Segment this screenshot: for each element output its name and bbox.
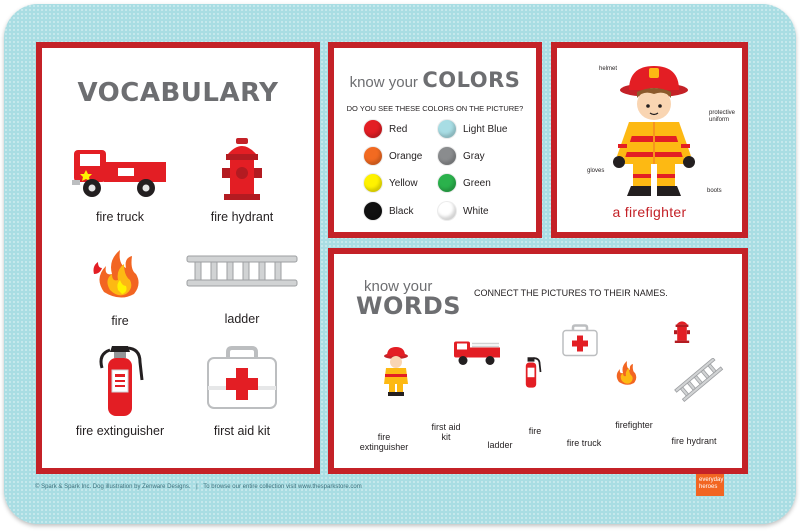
red-swatch-dot (364, 120, 382, 138)
fire-hydrant-small-icon (670, 308, 694, 354)
ladder-icon (185, 252, 299, 292)
word-fire: fire (528, 426, 542, 436)
swatch-label: White (463, 205, 489, 217)
swatch-label: Red (389, 123, 408, 135)
swatch-orange (364, 147, 422, 165)
swatch-label: Yellow (389, 177, 418, 189)
swatch-red (364, 120, 407, 138)
fire-icon (90, 244, 150, 304)
swatch-label: Black (389, 205, 414, 217)
vocab-label-ladder: ladder (224, 312, 260, 326)
words-instruction: CONNECT THE PICTURES TO THEIR NAMES. (474, 288, 668, 298)
vocabulary-title: VOCABULARY (77, 78, 279, 108)
colors-title-small: know your (349, 74, 418, 91)
word-firefighter: firefighter (615, 420, 653, 430)
vocab-item-fire-hydrant (182, 136, 302, 236)
word-fire-extinguisher: fire extinguisher (359, 432, 409, 452)
firefighter-small-icon (378, 346, 414, 398)
green-swatch-dot (438, 174, 456, 192)
black-swatch-dot (364, 202, 382, 220)
swatch-label: Light Blue (463, 123, 508, 135)
footer-separator: | (196, 484, 198, 490)
word-fire-hydrant: fire hydrant (671, 436, 717, 446)
fire-small-icon (612, 358, 642, 388)
white-swatch-dot (438, 202, 456, 220)
firefighter-illustration (599, 60, 709, 200)
swatch-black (364, 202, 413, 220)
colors-panel (328, 42, 542, 238)
swatch-label: Orange (389, 150, 423, 162)
vocab-label-fire: fire (111, 314, 129, 328)
word-fire-truck: fire truck (566, 438, 602, 448)
gloves-label: gloves (587, 168, 605, 174)
vocab-label-fire-hydrant: fire hydrant (210, 210, 274, 224)
swatch-green (438, 174, 491, 192)
colors-title (334, 68, 536, 92)
firefighter-panel (551, 42, 748, 238)
uniform-label: protective uniform (709, 110, 736, 123)
first-aid-kit-small-icon (560, 324, 600, 358)
swatch-gray (438, 147, 485, 165)
word-ladder: ladder (487, 440, 513, 450)
swatch-white (438, 202, 489, 220)
fire-extinguisher-small-icon (518, 350, 544, 394)
swatch-yellow (364, 174, 418, 192)
boots-label: boots (707, 188, 722, 194)
firefighter-caption: a firefighter (612, 204, 687, 220)
orange-swatch-dot (364, 147, 382, 165)
vocab-item-fire-extinguisher (60, 340, 180, 450)
vocab-label-fire-extinguisher: fire extinguisher (75, 424, 165, 438)
colors-title-large: COLORS (422, 68, 521, 92)
light-blue-swatch-dot (438, 120, 456, 138)
ladder-small-icon (674, 358, 724, 402)
word-first-aid-kit: first aid kit (431, 422, 461, 442)
vocabulary-panel (36, 42, 320, 474)
swatch-label: Gray (463, 150, 485, 162)
gray-swatch-dot (438, 147, 456, 165)
helmet-label: helmet (599, 66, 618, 72)
vocab-item-fire-truck (60, 140, 180, 240)
words-title-small: know your (364, 278, 433, 295)
footer-browse-link[interactable]: To browse our entire collection visit www.thesparkstore.com (203, 484, 362, 490)
swatch-label: Green (463, 177, 491, 189)
vocab-item-fire (60, 244, 180, 334)
words-panel (328, 248, 748, 474)
fire-truck-icon (70, 140, 170, 202)
swatch-light-blue (438, 120, 507, 138)
colors-question: DO YOU SEE THESE COLORS ON THE PICTURE? (346, 104, 524, 113)
yellow-swatch-dot (364, 174, 382, 192)
vocab-label-first-aid-kit: first aid kit (213, 424, 271, 438)
fire-hydrant-icon (212, 136, 272, 204)
footer-credits (35, 484, 362, 490)
first-aid-kit-icon (202, 346, 282, 412)
vocab-item-ladder (182, 252, 302, 342)
fire-extinguisher-icon (90, 340, 150, 420)
words-title-large: WORDS (356, 292, 462, 320)
footer-credit: © Spark & Spark Inc. Dog illustration by Zenware Designs. (35, 484, 191, 490)
vocab-label-fire-truck: fire truck (96, 210, 144, 224)
vocab-item-first-aid-kit (182, 346, 302, 456)
fire-truck-small-icon (452, 336, 502, 368)
everyday-heroes-badge: everyday heroes (696, 474, 724, 496)
